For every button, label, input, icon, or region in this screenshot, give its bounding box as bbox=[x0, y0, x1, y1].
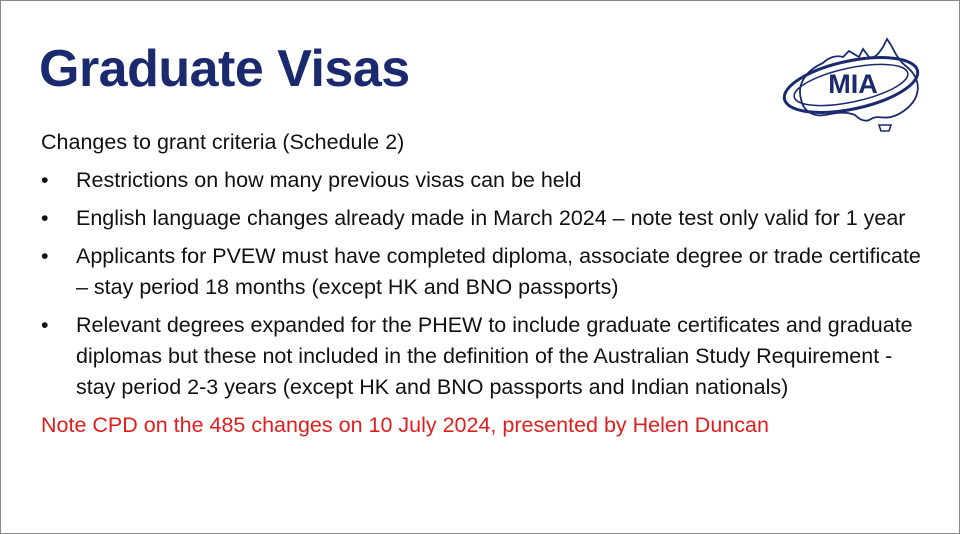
bullet-point: • bbox=[41, 313, 49, 337]
cpd-note: Note CPD on the 485 changes on 10 July 2024, presented by Helen Duncan bbox=[41, 413, 769, 437]
logo-text: MIA bbox=[828, 69, 878, 99]
bullet-item bbox=[41, 165, 921, 196]
bullet-point: • bbox=[41, 206, 49, 230]
slide-subtitle: Changes to grant criteria (Schedule 2) bbox=[41, 130, 405, 154]
bullet-point: • bbox=[41, 168, 49, 192]
slide-title: Graduate Visas bbox=[39, 40, 410, 98]
bullet-text: Relevant degrees expanded for the PHEW to include graduate certificates and graduate diplomas but these not included in the definition of the Australian Study Requirement - stay period 2-3 years (except HK and BNO passports and Indian nationals) bbox=[76, 313, 913, 399]
mia-australia-logo-icon bbox=[779, 33, 927, 133]
bullet-list bbox=[41, 165, 921, 403]
bullet-text: Applicants for PVEW must have completed diploma, associate degree or trade certificate – stay period 18 months (except HK and BNO passports) bbox=[76, 244, 921, 299]
bullet-text: Restrictions on how many previous visas can be held bbox=[76, 168, 582, 192]
bullet-item bbox=[41, 203, 921, 234]
bullet-item bbox=[41, 241, 921, 303]
bullet-point: • bbox=[41, 244, 49, 268]
bullet-text: English language changes already made in March 2024 – note test only valid for 1 year bbox=[76, 206, 906, 230]
bullet-item bbox=[41, 310, 921, 403]
slide-body bbox=[41, 127, 921, 441]
